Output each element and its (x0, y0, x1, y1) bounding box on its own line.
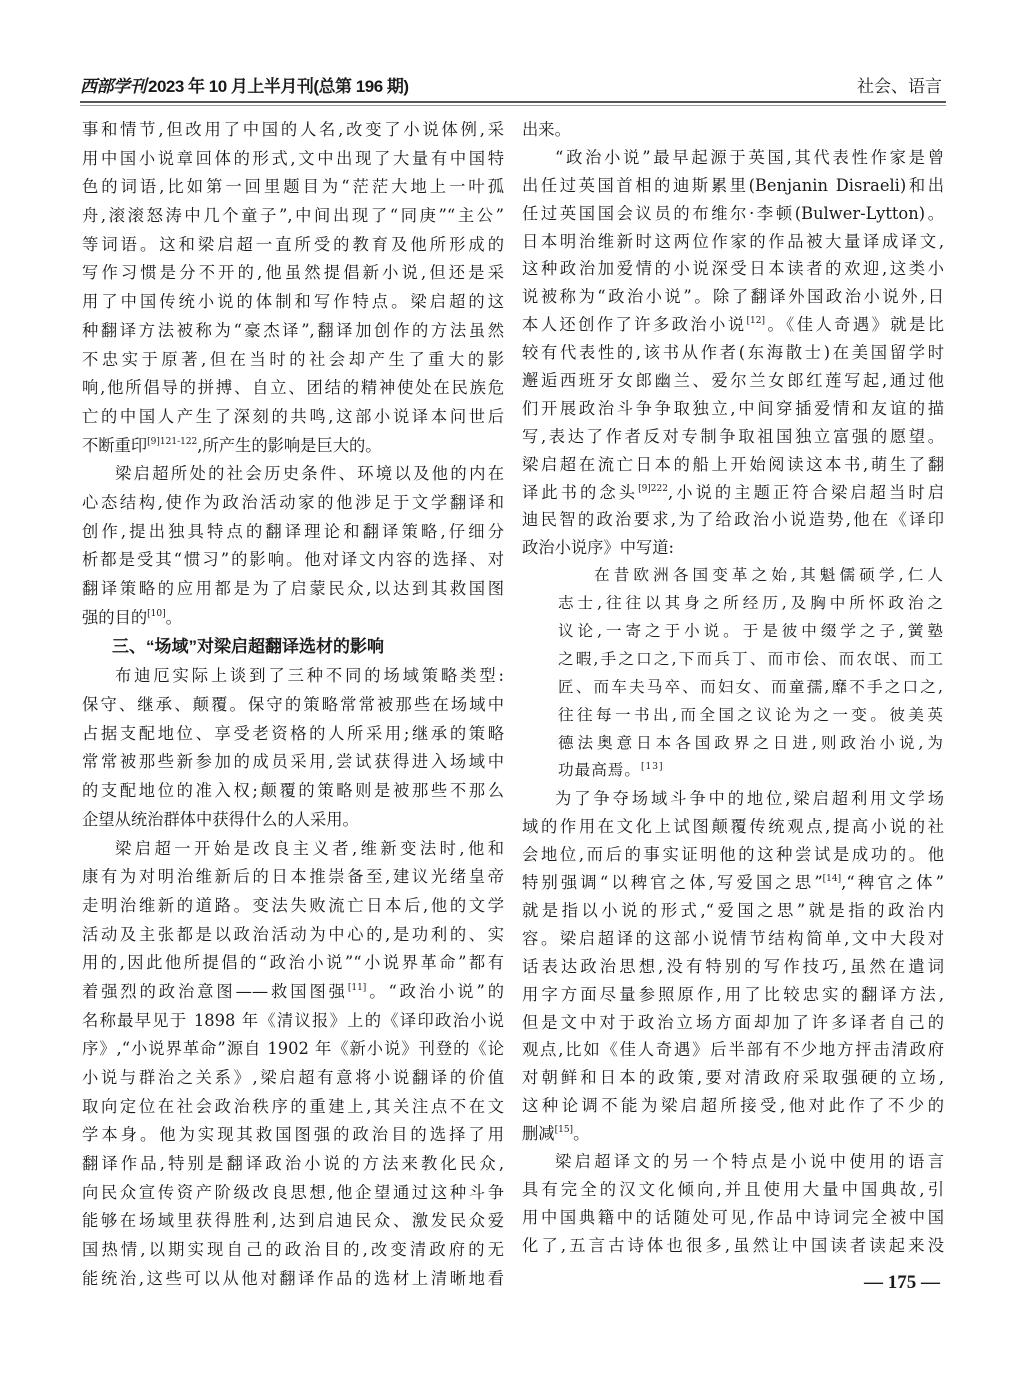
text-line: 亡的中国人产生了深刻的共鸣,这部小说译本问世后 (82, 406, 504, 426)
text-line: 梁启超译文的另一个特点是小说中使用的语言 (555, 1151, 944, 1171)
text-line (522, 311, 944, 339)
paragraph (522, 116, 944, 144)
text-line: 舟,滚滚怒涛中几个童子”,中间出现了“同庚”“主公” (82, 206, 504, 226)
paragraph (82, 662, 504, 834)
citation-superscript: [10] (147, 608, 166, 619)
text-line: 名称最早见于 1898 年《清议报》上的《译印政治小说 (82, 1010, 504, 1030)
text-segment: 不断重印 (82, 435, 148, 455)
left-column (82, 116, 504, 1294)
text-line: 学本身。他为实现其救国图强的政治目的选择了用 (82, 1125, 504, 1145)
text-segment: 。 (573, 1124, 590, 1144)
header-rule-thin (80, 105, 946, 106)
text-line (522, 869, 944, 897)
text-line: 志士,往往以其身之所经历,及胸中所怀政治之 (558, 594, 944, 613)
text-segment: ,所产生的影响是巨大的。 (197, 435, 382, 455)
text-line: 向民众宣传资产阶级改良思想,他企望通过这种斗争 (82, 1182, 504, 1202)
text-segment: 。 (165, 607, 182, 627)
text-line: 康有为对明治维新后的日本推崇备至,建议光绪皇帝 (82, 867, 504, 887)
text-line: 企望从统治群体中获得什么的人采用。 (82, 809, 359, 829)
text-line: 梁启超在流亡日本的船上开始阅读这本书,萌生了翻 (522, 454, 944, 474)
text-line: 较有代表性的,该书从作者(东海散士)在美国留学时 (522, 343, 944, 363)
text-line: 德法奥意日本各国政界之日进,则政治小说,为 (558, 733, 944, 752)
paragraph (82, 835, 504, 1294)
text-line: “政治小说”最早起源于英国,其代表性作家是曾 (555, 147, 944, 167)
text-line: 小说与群治之关系》,梁启超有意将小说翻译的价值 (82, 1068, 504, 1087)
citation-superscript: [14] (822, 874, 842, 885)
text-line: 创作,提出独具特点的翻译理论和翻译策略,仔细分 (82, 521, 504, 541)
citation-superscript: [13] (640, 762, 664, 773)
text-line (82, 978, 504, 1007)
text-line: 会地位,而后的事实证明他的这种尝试是成功的。他 (522, 845, 944, 865)
running-header (80, 72, 946, 98)
right-column (522, 116, 944, 1260)
text-segment: 删减 (522, 1124, 555, 1144)
text-line: 梁启超一开始是改良主义者,维新变法时,他和 (115, 838, 504, 858)
page-number: — 175 — (864, 1272, 940, 1293)
text-line: 保守、继承、颠覆。保守的策略常常被那些在场域中 (82, 695, 504, 715)
text-line: 响,他所倡导的拼搏、自立、团结的精神使处在民族危 (82, 378, 504, 398)
text-line: 走明治维新的道路。变法失败流亡日本后,他的文学 (82, 895, 504, 915)
text-line: 出任过英国首相的迪斯累里(Benjanin Disraeli)和出 (522, 175, 944, 195)
text-line: 能统治,这些可以从他对翻译作品的选材上清晰地看 (82, 1268, 504, 1288)
text-line: 种翻译方法被称为“豪杰译”,翻译加创作的方法虽然 (82, 320, 504, 340)
section-label: 社会、语言 (857, 77, 942, 96)
citation-superscript: [15] (554, 1125, 574, 1136)
paragraph (522, 785, 944, 1148)
citation-superscript: [11] (347, 982, 367, 993)
header-rule (80, 101, 946, 103)
issue-info: 2023 年 10 月上半月刊(总第 196 期) (148, 77, 409, 96)
paragraph (522, 144, 944, 562)
text-line: 但是文中对于政治立场方面却加了许多译者自己的 (522, 1012, 944, 1032)
text-line: 写,表达了作者反对专制争取祖国独立富强的愿望。 (522, 426, 944, 446)
text-line: 不忠实于原著,但在当时的社会却产生了重大的影 (82, 349, 504, 369)
text-segment: 本人还创作了许多政治小说 (522, 315, 747, 335)
text-segment: 译此书的念头 (522, 482, 639, 502)
text-line: 翻译作品,特别是翻译政治小说的方法来教化民众, (82, 1154, 504, 1174)
text-line: 序》,“小说界革命”源自 1902 年《新小说》刊登的《论 (82, 1039, 504, 1059)
paragraph (82, 116, 504, 460)
text-line: 匠、而车夫马卒、而妇女、而童孺,靡不手之口之, (558, 677, 944, 696)
text-segment: ,“稗官之体” (841, 873, 944, 893)
paragraph (82, 460, 504, 632)
text-line: 出来。 (522, 120, 571, 139)
text-line: 域的作用在文化上试图颠覆传统观点,提高小说的社 (522, 817, 944, 837)
text-line: 用字方面尽量参照原作,用了比较忠实的翻译方法, (522, 984, 944, 1004)
text-line: 活动及主张都是以政治活动为中心的,是功利的、实 (82, 924, 504, 944)
text-line: 用了中国传统小说的体制和写作特点。梁启超的这 (82, 292, 504, 312)
text-line: 这种政治加爱情的小说深受日本读者的欢迎,这类小 (522, 259, 944, 279)
text-line: 心态结构,使作为政治活动家的他涉足于文学翻译和 (82, 492, 504, 512)
text-line: 话表达政治思想,没有特别的写作技巧,虽然在遣词 (522, 956, 944, 976)
text-line: 们开展政治斗争争取独立,中间穿插爱情和友谊的描 (522, 398, 944, 418)
text-line: 布迪厄实际上谈到了三种不同的场域策略类型: (115, 666, 504, 686)
text-line: 写作习惯是分不开的,他虽然提倡新小说,但还是采 (82, 263, 504, 283)
text-line: 观点,比如《佳人奇遇》后半部有不少地方抨击清政府 (522, 1040, 944, 1060)
block-quote (522, 562, 944, 785)
text-line: 常常被那些新参加的成员采用,尝试获得进入场域中 (82, 752, 504, 772)
text-line (522, 479, 944, 507)
text-line: 色的词语,比如第一回里题目为“茫茫大地上一叶孤 (82, 177, 504, 197)
paragraph (522, 1148, 944, 1260)
text-line: 任过英国国会议员的布维尔·李顿(Bulwer-Lytton)。 (522, 203, 944, 223)
text-line (82, 604, 504, 633)
text-line: 日本明治维新时这两位作家的作品被大量译成译文, (522, 231, 944, 251)
text-line: 迪民智的政治要求,为了给政治小说造势,他在《译印 (522, 510, 944, 530)
text-line: 的支配地位的准入权;颠覆的策略则是被那些不那么 (82, 781, 504, 801)
text-line (522, 1120, 944, 1148)
section-heading: 三、“场域”对梁启超翻译选材的影响 (112, 637, 384, 657)
text-line: 用的,因此他所提倡的“政治小说”“小说界革命”都有 (82, 953, 504, 973)
citation-superscript: [9]222 (638, 483, 668, 494)
text-line: 用中国典籍中的话随处可见,作品中诗词完全被中国 (522, 1207, 944, 1227)
text-line: 具有完全的汉文化倾向,并且使用大量中国典故,引 (522, 1179, 944, 1199)
text-segment: 特别强调“以稗官之体,写爱国之思” (522, 873, 823, 893)
text-line (522, 757, 944, 785)
journal-logo: 西部学刊 (80, 77, 146, 97)
text-segment: 强的目的 (82, 607, 148, 627)
text-line: 等词语。这和梁启超一直所受的教育及他所形成的 (82, 234, 504, 254)
text-segment: 。“政治小说”的 (366, 981, 504, 1001)
text-line: 在昔欧洲各国变革之始,其魁儒硕学,仁人 (594, 566, 944, 585)
text-line: 议论,一寄之于小说。于是彼中缀学之子,黉塾 (558, 622, 944, 641)
text-line: 取向定位在社会政治秩序的重建上,其关注点不在文 (82, 1096, 504, 1116)
text-segment: ,小说的主题正符合梁启超当时启 (668, 482, 944, 502)
text-line: 政治小说序》中写道: (522, 538, 675, 558)
text-line: 就是指以小说的形式,“爱国之思”就是指的政治内 (522, 900, 944, 920)
text-line: 用中国小说章回体的形式,文中出现了大量有中国特 (82, 148, 504, 168)
text-segment: 功最高焉。 (558, 761, 641, 780)
text-line: 翻译策略的应用都是为了启蒙民众,以达到其救国图 (82, 579, 504, 598)
text-line: 容。梁启超译的这部小说情节结构简单,文中大段对 (522, 928, 944, 948)
text-line: 占据支配地位、享受老资格的人所采用;继承的策略 (82, 723, 504, 743)
text-line: 事和情节,但改用了中国的人名,改变了小说体例,采 (82, 120, 504, 139)
text-segment: 着强烈的政治意图——救国图强 (82, 981, 348, 1001)
citation-superscript: [12] (746, 316, 766, 327)
text-line: 这种论调不能为梁启超所接受,他对此作了不少的 (522, 1096, 944, 1116)
citation-superscript: [9]121-122 (147, 436, 198, 447)
text-line: 能够在场域里获得胜利,达到启迪民众、激发民众爱 (82, 1211, 504, 1231)
text-line: 国热情,以期实现自己的政治目的,改变清政府的无 (82, 1240, 504, 1260)
text-line: 化了,五言古诗体也很多,虽然让中国读者读起来没 (522, 1235, 944, 1255)
text-line: 邂逅西班牙女郎幽兰、爱尔兰女郎红莲写起,通过他 (522, 371, 944, 391)
text-line: 往往每一书出,而全国之议论为之一变。彼美英 (558, 705, 944, 724)
text-segment: 。《佳人奇遇》就是比 (765, 315, 944, 335)
text-line: 析都是受其“惯习”的影响。他对译文内容的选择、对 (82, 550, 504, 570)
text-line (82, 432, 504, 461)
text-line: 对朝鲜和日本的政策,要对清政府采取强硬的立场, (522, 1068, 944, 1088)
text-line: 为了争夺场域斗争中的地位,梁启超利用文学场 (555, 789, 944, 809)
text-line: 梁启超所处的社会历史条件、环境以及他的内在 (115, 464, 504, 484)
journal-issue-line (80, 72, 409, 97)
text-line: 说被称为“政治小说”。除了翻译外国政治小说外,日 (522, 287, 944, 307)
text-line: 之暇,手之口之,下而兵丁、而市侩、而农氓、而工 (558, 649, 944, 668)
